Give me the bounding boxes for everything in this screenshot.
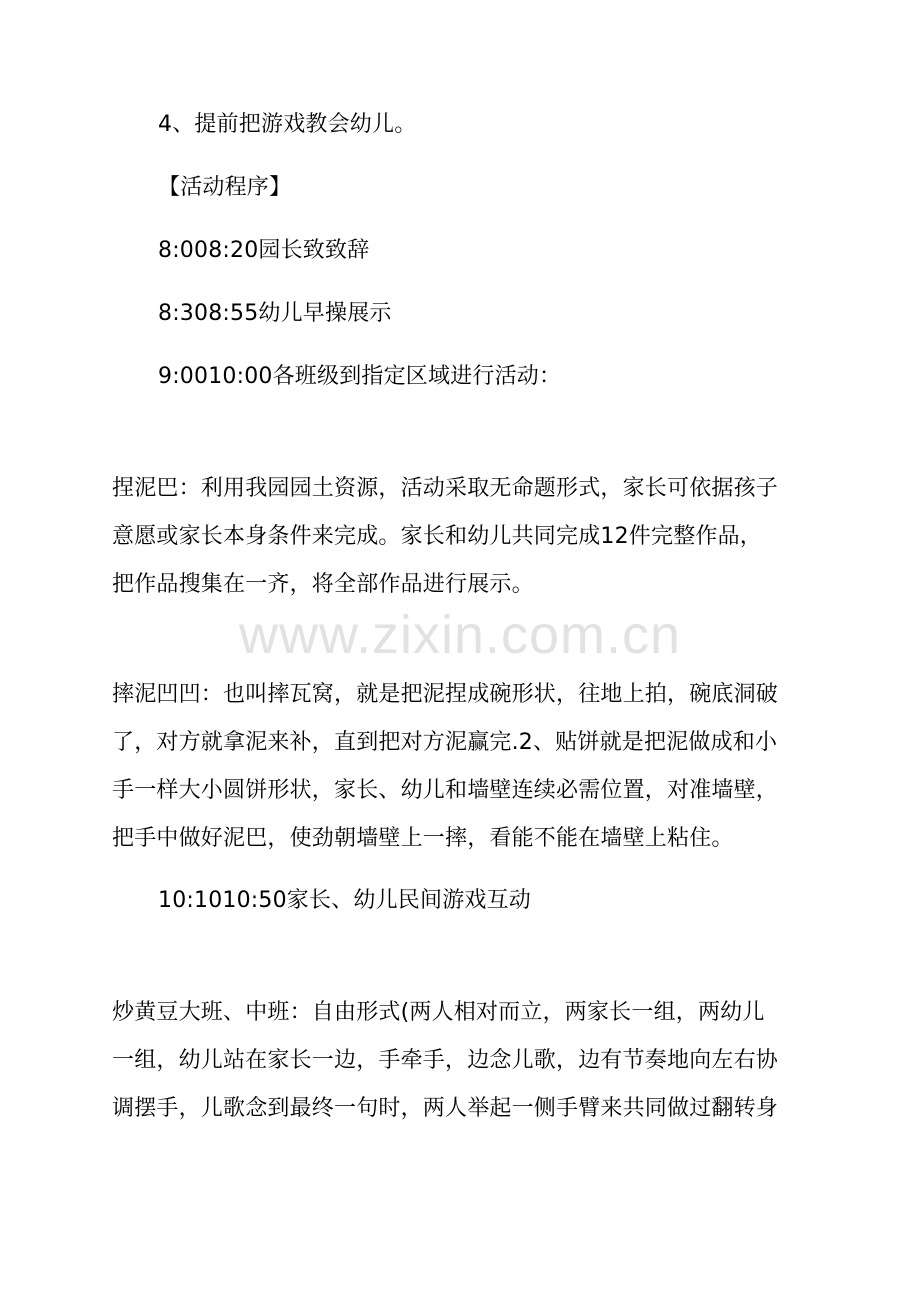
- paragraph-line: 摔泥凹凹：也叫摔瓦窝，就是把泥捏成碗形状，往地上拍，碗底洞破: [112, 682, 779, 707]
- schedule-item-exercise: 8:308:55幼儿早操展示: [158, 301, 392, 326]
- paragraph-line: 一组，幼儿站在家长一边，手牵手，边念儿歌，边有节奏地向左右协: [112, 1048, 779, 1073]
- paragraph-line: 把手中做好泥巴，使劲朝墙壁上一摔，看能不能在墙壁上粘住。: [112, 826, 734, 851]
- prep-item-4: 4、提前把游戏教会幼儿。: [158, 112, 417, 137]
- watermark: www.zixin.com.cn: [238, 605, 682, 665]
- paragraph-line: 捏泥巴：利用我园园土资源，活动采取无命题形式，家长可依据孩子: [112, 476, 779, 501]
- schedule-item-activities: 9:0010:00各班级到指定区域进行活动：: [158, 364, 562, 389]
- schedule-item-speech: 8:008:20园长致致辞: [158, 238, 370, 263]
- schedule-item-games: 10:1010:50家长、幼儿民间游戏互动: [158, 888, 532, 913]
- paragraph-line: 了，对方就拿泥来补，直到把对方泥赢完.2、贴饼就是把泥做成和小: [112, 730, 778, 755]
- paragraph-line: 手一样大小圆饼形状，家长、幼儿和墙壁连续必需位置，对准墙壁，: [112, 778, 779, 803]
- paragraph-line: 炒黄豆大班、中班：自由形式(两人相对而立，两家长一组，两幼儿: [112, 1000, 765, 1025]
- section-heading-program: 【活动程序】: [158, 175, 292, 200]
- paragraph-line: 把作品搜集在一齐，将全部作品进行展示。: [112, 572, 534, 597]
- paragraph-line: 调摆手，儿歌念到最终一句时，两人举起一侧手臂来共同做过翻转身: [112, 1096, 779, 1121]
- paragraph-line: 意愿或家长本身条件来完成。家长和幼儿共同完成12件完整作品，: [112, 524, 762, 549]
